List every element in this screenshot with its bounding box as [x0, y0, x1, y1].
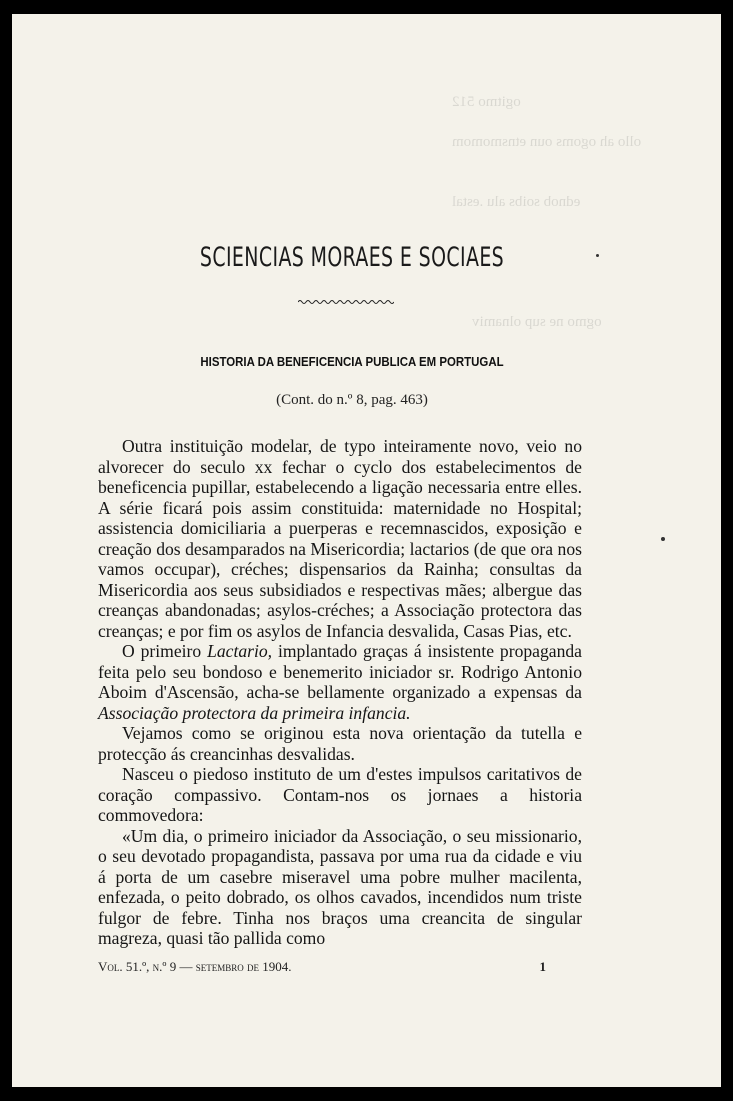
bleed-through-text: ollo ah ogoms oun etnsmomom — [452, 134, 642, 150]
signature-mark: 1 — [539, 959, 546, 974]
bleed-through-text: ednob soibs alu .estal — [452, 194, 581, 210]
paragraph — [98, 826, 582, 949]
text-run: implantado graças á insistente propaganda feita pelo seu bondoso e benemerito iniciador sr. Rodrigo Antonio Aboim d'Ascensão, acha-se bellamente organizado a expensas da — [98, 641, 582, 702]
paragraph — [98, 436, 582, 641]
text-run: O primeiro — [122, 641, 208, 661]
paragraph — [98, 764, 582, 826]
text-run: Nasceu o piedoso instituto de um d'estes impulsos caritativos de coração compassivo. Contam-nos os jornaes a historia commovedora: — [98, 764, 582, 825]
text-run: «Um dia, o primeiro iniciador da Associação, o seu missionario, o seu devotado propagandista, passava por uma rua da cidade e viu á porta de um casebre miseravel uma pobre mulher macilenta, enfezada, o peito dobrado, os olhos cavados, incendidos num triste fulgor de febre. Tinha nos braços uma creancita de singular magreza, quasi tão pallida como — [98, 825, 582, 948]
paragraph — [98, 641, 582, 723]
section-title: SCIENCIAS MORAES E SOCIAES — [199, 242, 505, 273]
ink-speck — [596, 254, 599, 257]
text-run: Outra instituição modelar, de typo inteiramente novo, veio no alvorecer do seculo xx fechar o cyclo dos estabelecimentos de beneficencia pupillar, estabelecendo a ligação necessaria entre elles. A série ficará pois assim constituida: maternidade no Hospital; assistencia domiciliaria a puerperas e recemnascidos, exposição e creação dos desamparados na Misericordia; lactarios (de que ora nos vamos occupar), créches; dispensarios da Rainha; consultas da Misericordia aos seus subsidiados e respectivas mães; albergue das creanças abandonadas; asylos-créches; a Associação protectora das creanças; e por fim os asylos de Infancia desvalida, Casas Pias, etc. — [98, 436, 582, 641]
bleed-through-text: ogitmo 512 — [452, 94, 521, 110]
bleed-through-text: ogmo ne sup olnamiv — [472, 314, 602, 330]
italic-text: Associação protectora da primeira infancia. — [98, 702, 411, 723]
text-run: Vejamos como se originou esta nova orientação da tutella e protecção ás creancinhas desvalidas. — [98, 723, 582, 764]
page-footer — [98, 959, 582, 975]
decorative-wavy-rule — [298, 298, 394, 306]
continuation-note: (Cont. do n.º 8, pag. 463) — [276, 392, 428, 408]
document-page — [12, 14, 721, 1087]
article-title: HISTORIA DA BENEFICENCIA PUBLICA EM PORTUGAL — [200, 354, 504, 369]
italic-text: Lactario, — [207, 641, 273, 661]
volume-line: Vol. 51.º, n.º 9 — setembro de 1904. — [98, 959, 292, 974]
article-body — [98, 436, 582, 949]
paragraph — [98, 723, 582, 764]
ink-speck — [661, 537, 665, 541]
